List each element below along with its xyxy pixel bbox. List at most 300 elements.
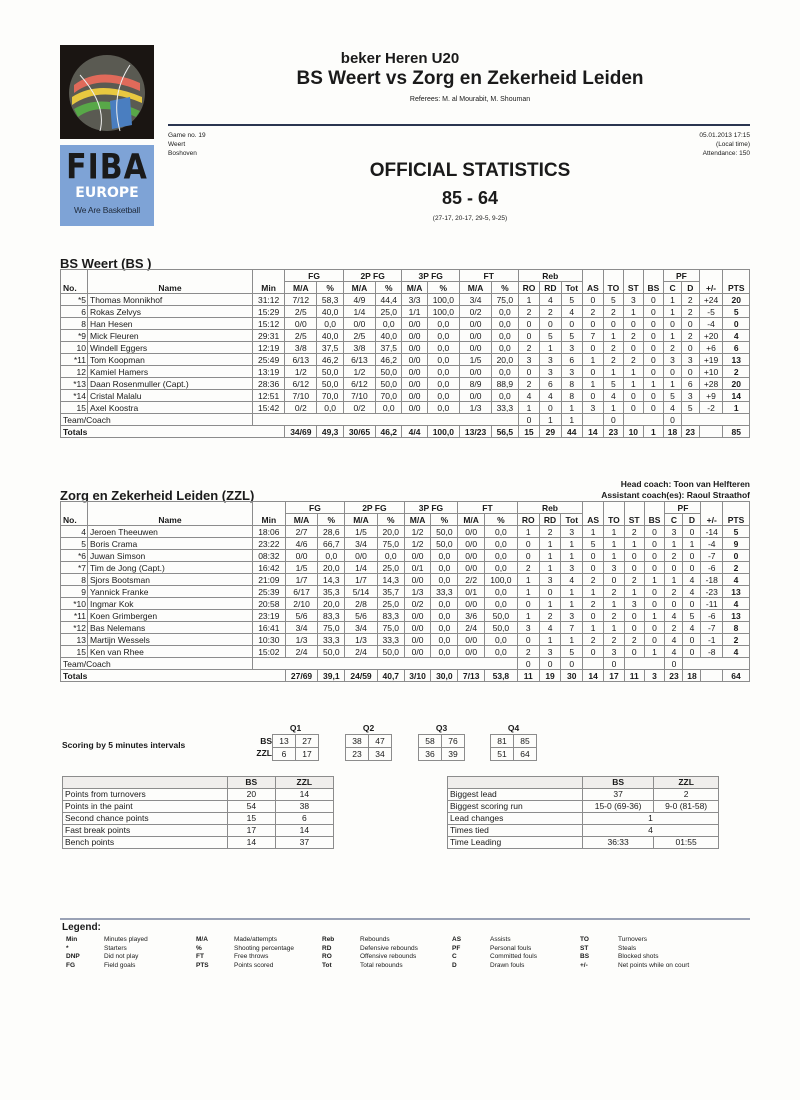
stat-min: 12:51 — [253, 390, 285, 402]
legend-item — [66, 962, 148, 971]
totals-as: 14 — [583, 426, 604, 438]
player-row — [61, 574, 750, 586]
match-title: BS Weert vs Zorg en Zekerheid Leiden — [296, 68, 644, 89]
stat-ft-ma: 1/5 — [459, 354, 491, 366]
player-row — [61, 294, 750, 306]
stat-st: 1 — [624, 366, 643, 378]
player-row — [61, 538, 750, 550]
stat-min: 31:12 — [253, 294, 285, 306]
stat-pf-d: 2 — [681, 294, 699, 306]
stat-bs: 0 — [643, 318, 664, 330]
stat-fg-ma: 2/5 — [285, 306, 317, 318]
interval-score: 81 — [491, 735, 514, 748]
team-coach-ro: 0 — [518, 414, 540, 426]
points-zzl: 14 — [275, 789, 333, 801]
stat-rd: 1 — [539, 634, 561, 646]
stat-fg-ma: 4/6 — [285, 538, 318, 550]
stat-ft-ma: 3/4 — [459, 294, 491, 306]
stat-ft-ma: 8/9 — [459, 378, 491, 390]
totals-label: Totals — [61, 426, 285, 438]
totals-st: 11 — [624, 670, 644, 682]
stat-pf-d: 3 — [681, 390, 699, 402]
stat-p2-ma: 6/13 — [343, 354, 375, 366]
stat-p3-ma: 0/0 — [404, 622, 431, 634]
totals-as: 14 — [583, 670, 604, 682]
logo-tagline: We Are Basketball — [74, 205, 140, 215]
points-category: Points in the paint — [63, 801, 228, 813]
fiba-europe-logo — [60, 145, 154, 226]
header-row-groups — [61, 502, 750, 514]
team-coach-tot: 0 — [561, 658, 583, 670]
stat-st: 2 — [624, 330, 643, 342]
player-row — [61, 598, 750, 610]
totals-label: Totals — [61, 670, 286, 682]
col-min: Min — [253, 270, 285, 294]
stat-min: 15:29 — [253, 306, 285, 318]
stat-as: 0 — [583, 342, 604, 354]
stat-bs: 0 — [643, 366, 664, 378]
stat-pf-d: 0 — [681, 318, 699, 330]
totals-bs: 1 — [643, 426, 664, 438]
stat-tot: 0 — [561, 318, 583, 330]
stat-fg-pct: 83,3 — [318, 610, 345, 622]
stat-min: 12:19 — [253, 342, 285, 354]
team-title-bs: BS Weert (BS ) — [60, 256, 152, 271]
stat-p2-ma: 0/0 — [345, 550, 378, 562]
stat-bs: 0 — [643, 402, 664, 414]
stat-fg-pct: 66,7 — [318, 538, 345, 550]
interval-row-zzl — [491, 748, 537, 761]
points-summary-table — [62, 776, 334, 849]
game-summary-header-zzl: ZZL — [654, 777, 719, 789]
stat-ro: 2 — [517, 562, 539, 574]
stat-ft-ma: 2/4 — [458, 622, 485, 634]
player-row — [61, 402, 750, 414]
points-summary-row — [63, 837, 334, 849]
stat-ft-ma: 0/0 — [459, 390, 491, 402]
stat-pf-d: 5 — [683, 610, 701, 622]
totals-c: 23 — [665, 670, 683, 682]
legend-abbrev: ST — [580, 944, 589, 952]
player-name: Thomas Monnikhof — [88, 294, 253, 306]
stat-ro: 0 — [517, 550, 539, 562]
stat-pts: 8 — [723, 622, 750, 634]
stat-tot: 1 — [561, 586, 583, 598]
interval-grid — [345, 734, 392, 761]
stat-pts: 4 — [723, 574, 750, 586]
time-leading-label: Time Leading — [448, 837, 583, 849]
player-name: Windell Eggers — [88, 342, 253, 354]
stat-p2-pct: 0,0 — [376, 318, 402, 330]
stat-st: 1 — [624, 378, 643, 390]
stat-fg-ma: 0/0 — [285, 318, 317, 330]
stat-pts: 1 — [723, 402, 750, 414]
stat-ro: 4 — [518, 390, 540, 402]
legend-abbrev: BS — [580, 953, 590, 960]
player-name: Mick Fleuren — [88, 330, 253, 342]
stat-ft-ma: 0/0 — [459, 342, 491, 354]
stat-as: 1 — [583, 622, 604, 634]
stat-ft-ma: 0/2 — [459, 306, 491, 318]
times-tied-value: 4 — [583, 825, 719, 837]
stat-p2-pct: 33,3 — [377, 634, 404, 646]
col-pct: % — [431, 514, 458, 526]
legend-abbrev: +/- — [580, 961, 588, 969]
box-score-table-bs — [60, 269, 750, 438]
totals-ft-pct: 53,8 — [485, 670, 518, 682]
stat-tot: 5 — [561, 330, 583, 342]
stat-p2-pct: 14,3 — [377, 574, 404, 586]
stat-plus-minus: -7 — [701, 550, 723, 562]
stat-as: 0 — [583, 550, 604, 562]
stat-ro: 0 — [517, 634, 539, 646]
stat-p2-pct: 0,0 — [377, 550, 404, 562]
stat-p3-ma: 0/0 — [402, 354, 427, 366]
stat-ft-ma: 0/0 — [458, 538, 485, 550]
stat-to: 4 — [603, 390, 623, 402]
stat-ft-pct: 0,0 — [485, 562, 518, 574]
col-pts: PTS — [723, 502, 750, 526]
legend-item — [66, 945, 148, 954]
stat-to: 0 — [604, 574, 625, 586]
game-datetime: 05.01.2013 17:15 — [699, 132, 750, 139]
totals-fg-pct: 49,3 — [317, 426, 343, 438]
stat-st: 3 — [624, 598, 644, 610]
stat-pts: 13 — [723, 354, 750, 366]
legend-abbrev: M/A — [196, 936, 208, 943]
stat-pts: 0 — [723, 318, 750, 330]
stat-p2-ma: 7/10 — [343, 390, 375, 402]
stat-fg-pct: 40,0 — [317, 306, 343, 318]
stat-p3-ma: 0/0 — [404, 574, 431, 586]
quarter-scores: (27-17, 20-17, 29-5, 9-25) — [432, 215, 508, 222]
stat-pf-c: 1 — [664, 294, 682, 306]
interval-quarter-3 — [418, 723, 465, 761]
stat-p2-ma: 2/5 — [343, 330, 375, 342]
stat-p3-pct: 50,0 — [431, 526, 458, 538]
stat-tot: 5 — [561, 294, 583, 306]
stat-bs: 0 — [643, 342, 664, 354]
totals-d: 18 — [683, 670, 701, 682]
stat-fg-pct: 0,0 — [317, 402, 343, 414]
player-name: Ingmar Kok — [88, 598, 253, 610]
stat-tot: 3 — [561, 366, 583, 378]
stat-plus-minus: -6 — [701, 562, 723, 574]
stat-rd: 5 — [540, 330, 561, 342]
stat-p3-pct: 100,0 — [427, 306, 459, 318]
legend-abbrev: TO — [580, 936, 589, 943]
interval-score: 39 — [442, 748, 465, 761]
stat-plus-minus: -14 — [701, 526, 723, 538]
stat-p3-ma: 0/0 — [402, 378, 427, 390]
stat-ft-pct: 88,9 — [492, 378, 518, 390]
interval-score: 27 — [296, 735, 319, 748]
group-3p-fg: 3P FG — [402, 270, 459, 282]
stat-plus-minus: -18 — [701, 574, 723, 586]
biggest-run-zzl: 9-0 (81-58) — [654, 801, 719, 813]
stat-p3-pct: 0,0 — [431, 550, 458, 562]
competition-name: beker Heren U20 — [340, 50, 460, 67]
points-zzl: 14 — [275, 825, 333, 837]
stat-p2-ma: 0/2 — [343, 402, 375, 414]
col-ma: M/A — [285, 282, 317, 294]
legend-abbrev: % — [196, 944, 202, 952]
biggest-run-label: Biggest scoring run — [448, 801, 583, 813]
player-row — [61, 586, 750, 598]
points-category: Fast break points — [63, 825, 228, 837]
col-st: ST — [624, 270, 643, 294]
stat-bs: 0 — [643, 306, 664, 318]
header-divider — [168, 124, 750, 126]
stat-p3-pct: 0,0 — [427, 330, 459, 342]
legend-item — [452, 936, 537, 945]
totals-p3: 3/10 — [404, 670, 431, 682]
player-name: Sjors Bootsman — [88, 574, 253, 586]
col-as: AS — [583, 502, 604, 526]
col-as: AS — [583, 270, 604, 294]
legend-abbrev: PF — [452, 944, 461, 952]
totals-tot: 30 — [561, 670, 583, 682]
final-score: 85 - 64 — [441, 188, 499, 208]
biggest-run-row — [448, 801, 719, 813]
points-bs: 17 — [228, 825, 276, 837]
stat-bs: 0 — [644, 526, 665, 538]
times-tied-row — [448, 825, 719, 837]
stat-rd: 2 — [540, 306, 561, 318]
totals-pts: 85 — [723, 426, 750, 438]
stat-fg-pct: 20,0 — [318, 598, 345, 610]
stat-as: 1 — [583, 586, 604, 598]
legend-abbrev: * — [66, 944, 69, 952]
stat-ro: 0 — [518, 366, 540, 378]
legend-desc: Offensive rebounds — [360, 953, 417, 960]
stat-p2-pct: 25,0 — [377, 598, 404, 610]
points-summary-row — [63, 801, 334, 813]
points-category: Second chance points — [63, 813, 228, 825]
stat-p3-pct: 0,0 — [431, 610, 458, 622]
stat-rd: 4 — [540, 294, 561, 306]
stat-to: 1 — [604, 538, 625, 550]
interval-grid — [272, 734, 319, 761]
stat-ft-pct: 100,0 — [485, 574, 518, 586]
player-name: Tim de Jong (Capt.) — [88, 562, 253, 574]
totals-to: 17 — [604, 670, 625, 682]
attendance: Attendance: 150 — [702, 150, 750, 157]
stat-pts: 2 — [723, 562, 750, 574]
group-fg: FG — [285, 270, 344, 282]
quarter-label: Q3 — [435, 723, 448, 733]
stat-pf-d: 5 — [681, 402, 699, 414]
totals-ft: 13/23 — [459, 426, 491, 438]
player-number: *9 — [61, 330, 88, 342]
quarter-label: Q4 — [507, 723, 520, 733]
stat-plus-minus: +9 — [699, 390, 723, 402]
stat-p2-pct: 70,0 — [376, 390, 402, 402]
logo-fiba-text: FIBA — [66, 147, 148, 188]
stat-p3-ma: 0/2 — [404, 598, 431, 610]
stat-st: 2 — [624, 634, 644, 646]
stat-pf-c: 4 — [665, 610, 683, 622]
totals-to: 23 — [603, 426, 623, 438]
group-3p-fg: 3P FG — [404, 502, 458, 514]
team-coach-c: 0 — [665, 658, 683, 670]
col-pct: % — [492, 282, 518, 294]
stat-rd: 6 — [540, 378, 561, 390]
stat-fg-pct: 0,0 — [318, 550, 345, 562]
stat-ft-pct: 0,0 — [485, 586, 518, 598]
player-number: *13 — [61, 378, 88, 390]
stat-as: 0 — [583, 366, 604, 378]
stat-fg-ma: 2/5 — [285, 330, 317, 342]
stat-to: 1 — [603, 330, 623, 342]
stat-ft-ma: 0/0 — [458, 598, 485, 610]
player-number: 10 — [61, 342, 88, 354]
stat-p2-ma: 1/7 — [345, 574, 378, 586]
stat-p2-pct: 25,0 — [377, 562, 404, 574]
stat-fg-ma: 6/12 — [285, 378, 317, 390]
stat-ro: 0 — [518, 330, 540, 342]
stat-p3-pct: 0,0 — [431, 598, 458, 610]
stat-tot: 8 — [561, 390, 583, 402]
stat-st: 1 — [624, 306, 643, 318]
stat-pf-c: 4 — [665, 634, 683, 646]
stat-p2-ma: 0/0 — [343, 318, 375, 330]
stat-ro: 3 — [517, 622, 539, 634]
stat-p2-ma: 1/4 — [343, 306, 375, 318]
col-pct: % — [485, 514, 518, 526]
col-name: Name — [88, 270, 253, 294]
stat-as: 0 — [583, 294, 604, 306]
stat-to: 2 — [604, 634, 625, 646]
team-coach-st-bs — [624, 414, 664, 426]
player-number: *12 — [61, 622, 88, 634]
group-reb: Reb — [518, 270, 583, 282]
legend-abbrev: FG — [66, 961, 76, 969]
interval-score: 76 — [442, 735, 465, 748]
stat-p3-ma: 0/0 — [402, 342, 427, 354]
stat-rd: 1 — [539, 550, 561, 562]
totals-row — [61, 670, 750, 682]
stat-to: 5 — [603, 378, 623, 390]
col-ma: M/A — [458, 514, 485, 526]
player-number: 8 — [61, 318, 88, 330]
stat-fg-pct: 28,6 — [318, 526, 345, 538]
stat-st: 0 — [624, 646, 644, 658]
stat-plus-minus: +20 — [699, 330, 723, 342]
stat-tot: 1 — [561, 598, 583, 610]
interval-score: 36 — [419, 748, 442, 761]
stat-to: 2 — [604, 586, 625, 598]
stat-fg-ma: 6/17 — [285, 586, 318, 598]
stat-pf-d: 2 — [681, 330, 699, 342]
stat-pts: 14 — [723, 390, 750, 402]
interval-row-bs — [419, 735, 465, 748]
legend-desc: Points scored — [234, 961, 274, 969]
points-zzl: 37 — [275, 837, 333, 849]
totals-p3-pct: 100,0 — [427, 426, 459, 438]
col-pct: % — [317, 282, 343, 294]
col-c: C — [664, 282, 682, 294]
stat-plus-minus: -4 — [699, 318, 723, 330]
group-ft: FT — [459, 270, 518, 282]
stat-pts: 5 — [723, 306, 750, 318]
player-row — [61, 610, 750, 622]
stat-fg-pct: 46,2 — [317, 354, 343, 366]
stat-pf-d: 0 — [683, 526, 701, 538]
stat-st: 2 — [624, 354, 643, 366]
group-pf: PF — [665, 502, 701, 514]
totals-fg: 34/69 — [285, 426, 317, 438]
points-zzl: 6 — [275, 813, 333, 825]
stat-p3-pct: 0,0 — [431, 634, 458, 646]
stat-p2-ma: 6/12 — [343, 378, 375, 390]
col-tot: Tot — [561, 282, 583, 294]
stat-p3-pct: 0,0 — [431, 574, 458, 586]
player-name: Yannick Franke — [88, 586, 253, 598]
stat-p2-pct: 50,0 — [376, 366, 402, 378]
stat-ft-pct: 20,0 — [492, 354, 518, 366]
legend-item — [66, 936, 148, 945]
stat-to: 1 — [604, 526, 625, 538]
col-pct: % — [377, 514, 404, 526]
stat-bs: 0 — [643, 354, 664, 366]
totals-bs: 3 — [644, 670, 665, 682]
stat-rd: 4 — [540, 390, 561, 402]
stat-ft-pct: 0,0 — [485, 598, 518, 610]
col-rd: RD — [540, 282, 561, 294]
player-number: 15 — [61, 402, 88, 414]
col-bs: BS — [643, 270, 664, 294]
interval-row-zzl — [419, 748, 465, 761]
col-min: Min — [253, 502, 286, 526]
totals-rd: 29 — [540, 426, 561, 438]
totals-plus-minus — [701, 670, 723, 682]
stat-p2-ma: 2/8 — [345, 598, 378, 610]
interval-score: 23 — [346, 748, 369, 761]
stat-p3-ma: 0/0 — [404, 634, 431, 646]
stat-min: 18:06 — [253, 526, 286, 538]
stat-p3-pct: 0,0 — [427, 342, 459, 354]
totals-p2-pct: 46,2 — [376, 426, 402, 438]
stat-ro: 1 — [518, 402, 540, 414]
player-number: *14 — [61, 390, 88, 402]
stat-fg-ma: 2/4 — [285, 646, 318, 658]
stat-fg-pct: 58,3 — [317, 294, 343, 306]
stat-pf-c: 2 — [665, 586, 683, 598]
legend-column — [66, 936, 148, 970]
legend-item — [452, 945, 537, 954]
legend-abbrev: Min — [66, 936, 78, 943]
player-number: *6 — [61, 550, 88, 562]
team-title-zzl: Zorg en Zekerheid Leiden (ZZL) — [60, 488, 255, 503]
stat-as: 0 — [583, 318, 604, 330]
totals-ro: 11 — [517, 670, 539, 682]
team-coach-rest — [681, 414, 749, 426]
stat-rd: 1 — [539, 538, 561, 550]
stat-ft-pct: 0,0 — [492, 366, 518, 378]
stat-to: 2 — [603, 342, 623, 354]
stat-p2-pct: 50,0 — [376, 378, 402, 390]
stat-p3-pct: 33,3 — [431, 586, 458, 598]
team-coach-tot: 1 — [561, 414, 583, 426]
player-number: 6 — [61, 306, 88, 318]
stat-p3-pct: 0,0 — [427, 318, 459, 330]
stat-as: 0 — [583, 646, 604, 658]
stat-st: 1 — [624, 586, 644, 598]
stat-p3-ma: 1/3 — [404, 586, 431, 598]
team-coach-label: Team/Coach — [61, 658, 253, 670]
stat-bs: 0 — [644, 634, 665, 646]
